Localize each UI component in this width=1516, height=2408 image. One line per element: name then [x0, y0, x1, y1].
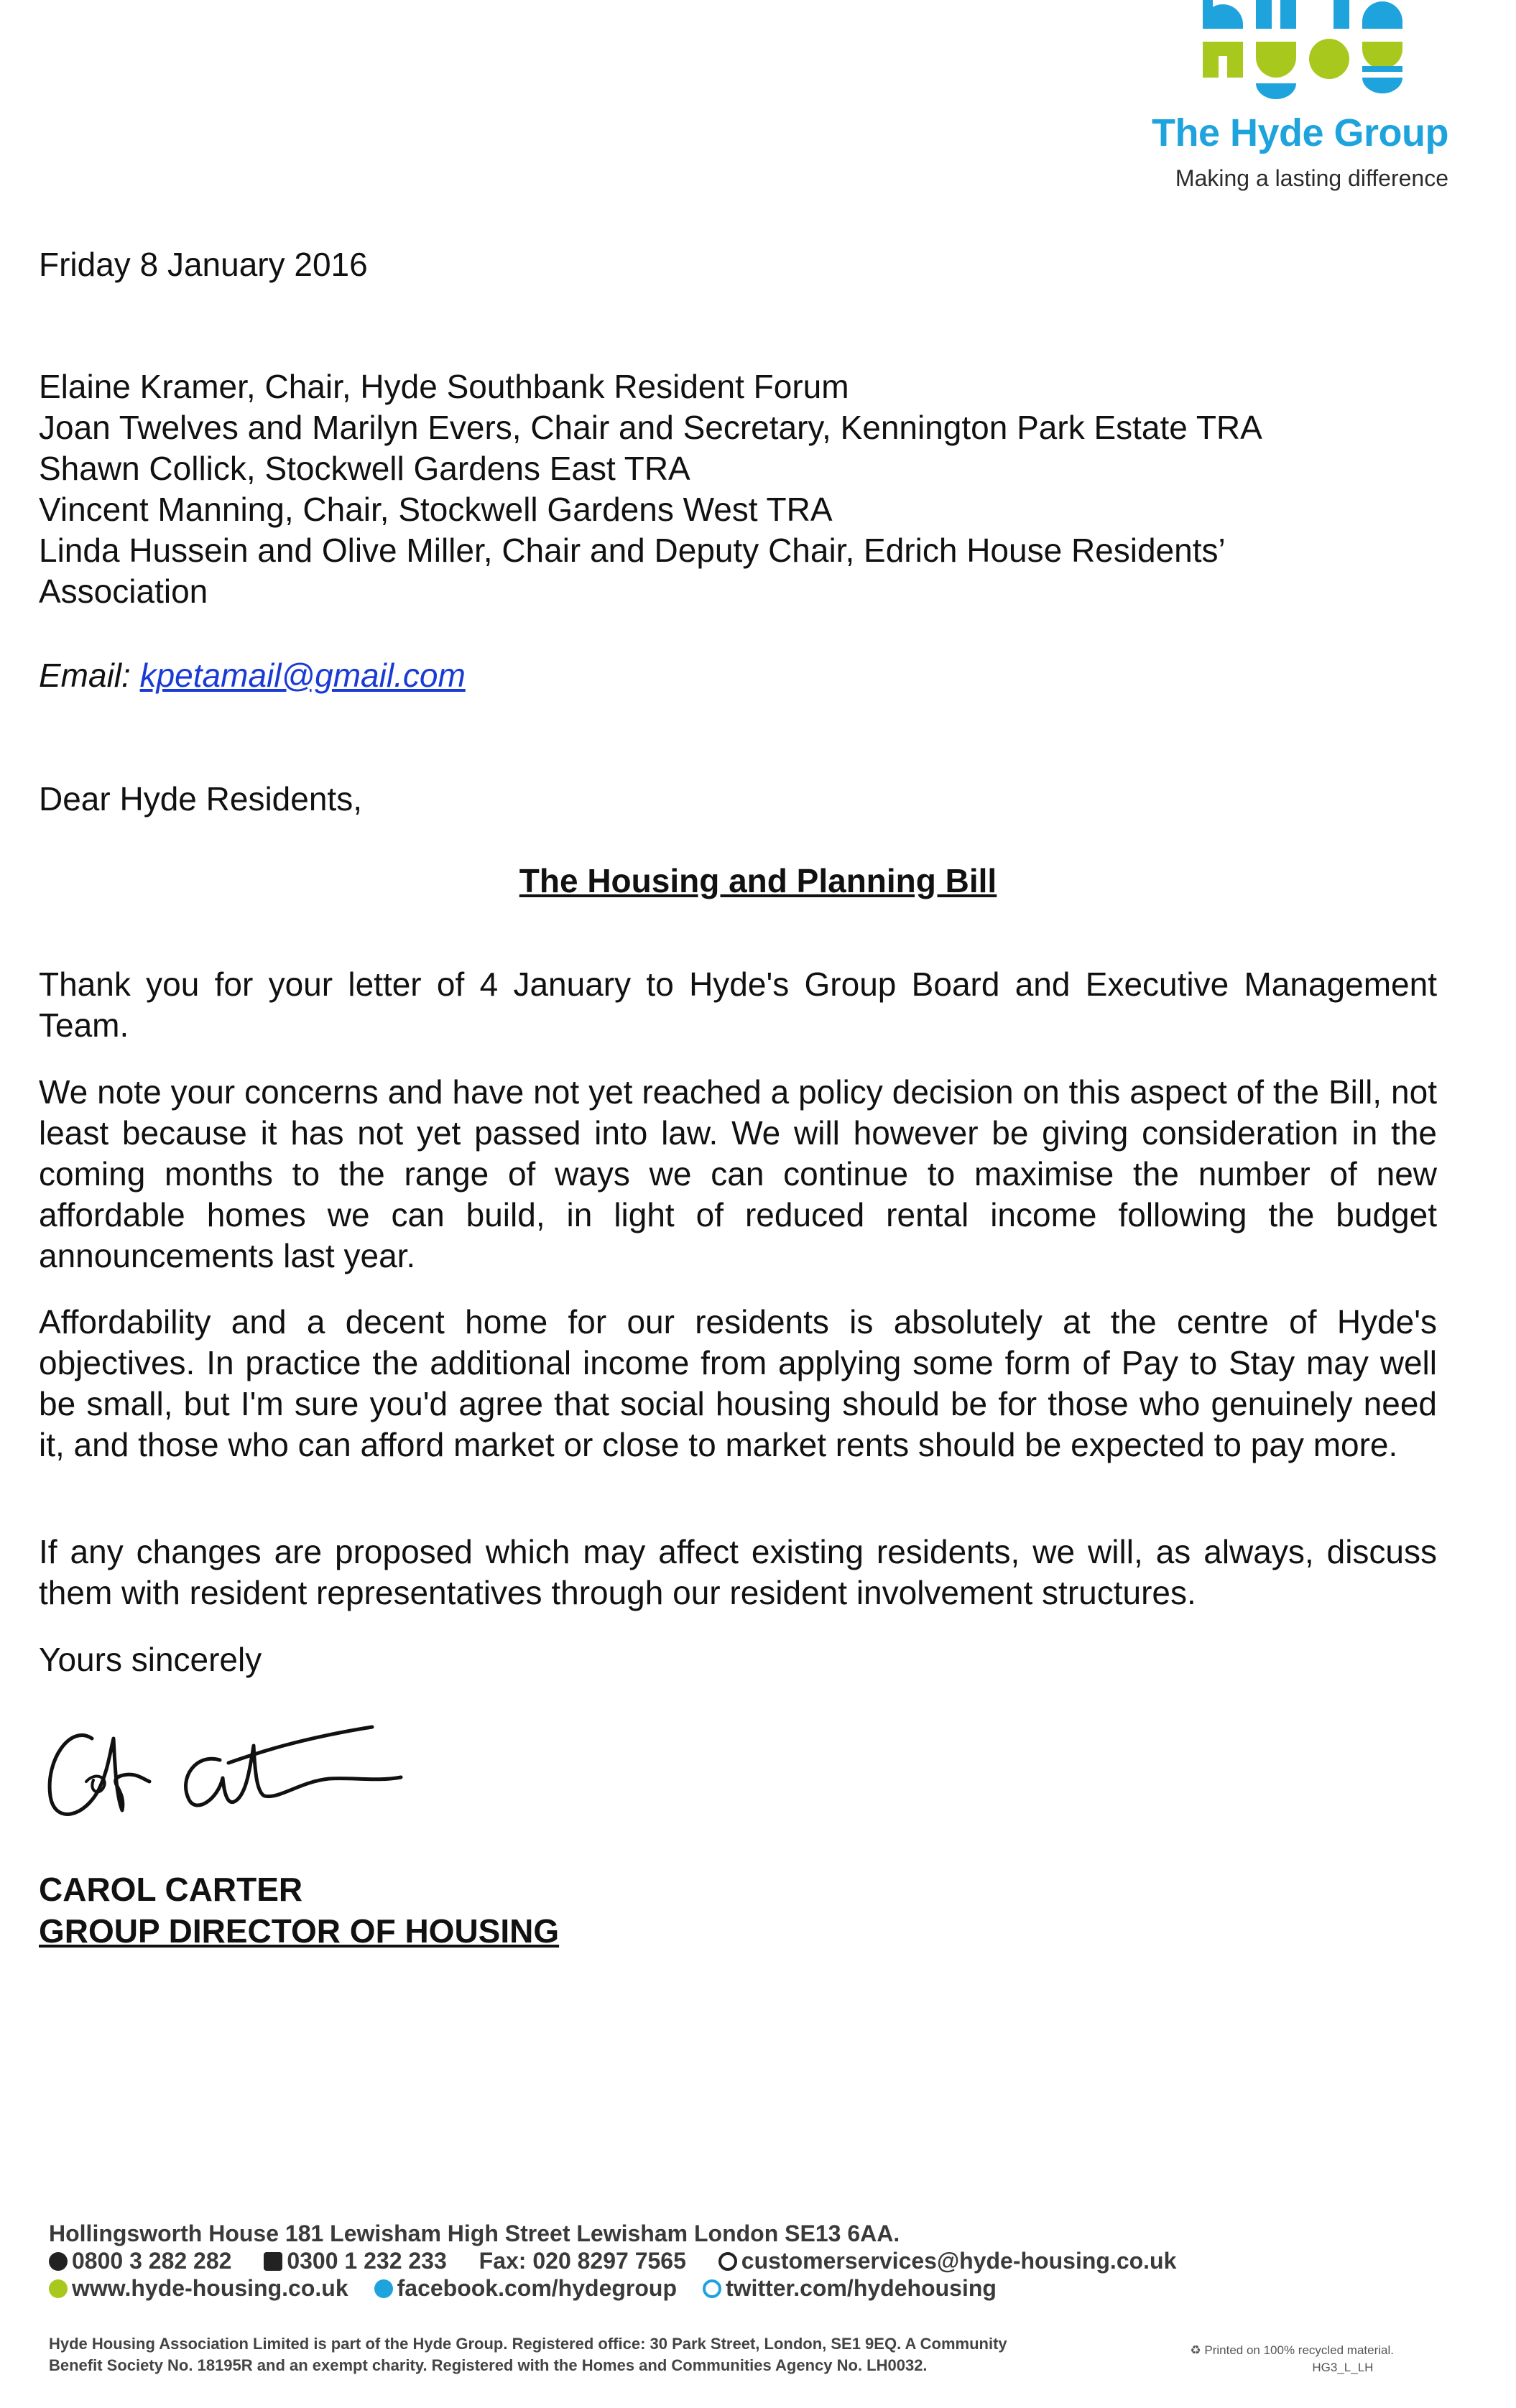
logo-name: The Hyde Group — [1151, 111, 1448, 154]
subject-text: The Housing and Planning Bill — [519, 862, 997, 899]
footer-website[interactable]: www.hyde-housing.co.uk — [72, 2275, 348, 2301]
paragraph: If any changes are proposed which may affect existing residents, we will, as always, discuss them with resident representatives through our resident involvement structures. — [39, 1533, 1437, 1611]
document-code: HG3_L_LH — [1312, 2361, 1374, 2374]
subject-heading — [0, 861, 1516, 902]
logo-tagline: Making a lasting difference — [1175, 165, 1448, 191]
recipient-line: Elaine Kramer, Chair, Hyde Southbank Resident Forum — [39, 368, 849, 405]
website-icon — [49, 2279, 68, 2298]
minicom-icon — [264, 2252, 282, 2271]
hyde-group-logo — [1140, 0, 1448, 190]
paragraph: Thank you for your letter of 4 January to Hyde's Group Board and Executive Management Team. — [39, 965, 1437, 1044]
footer-twitter[interactable]: twitter.com/hydehousing — [726, 2275, 997, 2301]
footer-phone-2: 0300 1 232 233 — [287, 2248, 447, 2274]
paragraph: We note your concerns and have not yet reached a policy decision on this aspect of the Bill, not least because it has not yet passed into law. We will however be giving consideration in the coming months to the range of ways we can continue to maximise the number of new affordable homes we can build, in light of reduced rental income following the budget announcements last year. — [39, 1073, 1437, 1274]
signatory-title: GROUP DIRECTOR OF HOUSING — [39, 1912, 560, 1950]
footer-address: Hollingsworth House 181 Lewisham High Street Lewisham London SE13 6AA. — [49, 2221, 900, 2246]
recipient-line: Joan Twelves and Marilyn Evers, Chair and Secretary, Kennington Park Estate TRA — [39, 409, 1262, 446]
handwritten-signature — [42, 1710, 415, 1839]
email-line — [39, 655, 466, 696]
facebook-icon — [374, 2279, 393, 2298]
hyde-logo-mark-icon — [1203, 0, 1404, 101]
recycled-note — [1190, 2342, 1394, 2376]
email-link[interactable]: kpetamail@gmail.com — [139, 657, 466, 694]
recipient-line: Linda Hussein and Olive Miller, Chair and Deputy Chair, Edrich House Residents’ — [39, 532, 1226, 569]
recipient-line: Vincent Manning, Chair, Stockwell Gardens West TRA — [39, 491, 833, 528]
footer-legal: Hyde Housing Association Limited is part of the Hyde Group. Registered office: 30 Park Street, London, SE1 9EQ. A Community Benefit Society No. 18195R and an exempt charity. Registered with the Homes and Communities Agency No. LH0032. — [49, 2335, 1007, 2374]
email-icon — [718, 2252, 737, 2271]
footer-contact-row — [49, 2247, 1457, 2274]
closing: Yours sincerely — [39, 1641, 262, 1678]
letter-date: Friday 8 January 2016 — [39, 246, 368, 283]
twitter-icon — [703, 2279, 721, 2298]
recipient-line: Association — [39, 573, 208, 610]
footer-fax: Fax: 020 8297 7565 — [479, 2248, 686, 2274]
recycled-text: Printed on 100% recycled material. — [1204, 2343, 1394, 2357]
footer-email[interactable]: customerservices@hyde-housing.co.uk — [741, 2248, 1177, 2274]
recipients-block — [39, 366, 1440, 612]
recycle-icon: ♻ — [1190, 2343, 1201, 2357]
recipient-line: Shawn Collick, Stockwell Gardens East TRA — [39, 450, 690, 487]
email-label: Email: — [39, 657, 131, 694]
footer-phone-1: 0800 3 282 282 — [72, 2248, 232, 2274]
signatory-name: CAROL CARTER — [39, 1871, 303, 1908]
footer-web-row — [49, 2274, 1457, 2302]
footer-facebook[interactable]: facebook.com/hydegroup — [397, 2275, 677, 2301]
greeting: Dear Hyde Residents, — [39, 780, 362, 818]
paragraph: Affordability and a decent home for our residents is absolutely at the centre of Hyde's objectives. In practice the additional income from applying some form of Pay to Stay may well be small, but I'm sure you'd agree that social housing should be for those who genuinely need it, and those who can afford market or close to market rents should be expected to pay more. — [39, 1303, 1437, 1463]
phone-icon — [49, 2252, 68, 2271]
